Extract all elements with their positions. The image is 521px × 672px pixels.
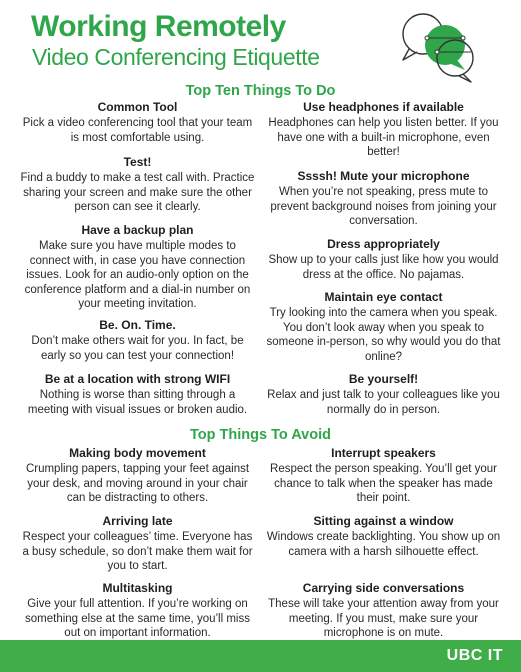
chat-bubbles-icon	[393, 8, 479, 88]
do-item-be-yourself	[266, 372, 501, 417]
do-item-strong-wifi	[20, 372, 255, 417]
do-item-title: Maintain eye contact	[324, 290, 443, 304]
do-item-title: Use headphones if available	[303, 100, 464, 114]
do-item-eye-contact	[266, 290, 501, 364]
do-item-body: Pick a video conferencing tool that your team is most comfortable using.	[22, 117, 253, 144]
do-item-title: Common Tool	[97, 100, 178, 114]
do-item-dress-appropriately	[266, 237, 501, 282]
do-item-body: Headphones can help you listen better. If you have one with a built-in microphone, even better!	[268, 117, 499, 159]
avoid-item-body: Windows create backlighting. You show up on camera with a harsh silhouette effect.	[266, 531, 501, 558]
do-item-body: Try looking into the camera when you speak. You don’t look away when you speak to someone in-person, so why would you do that online?	[266, 307, 501, 363]
avoid-item-body: These will take your attention away from your meeting. If you must, make sure your microphone is on mute.	[268, 598, 499, 640]
do-item-mute-microphone	[266, 169, 501, 229]
avoid-item-body-movement	[20, 446, 255, 506]
do-item-title: Be at a location with strong WIFI	[44, 372, 231, 386]
avoid-item-title: Multitasking	[102, 581, 173, 595]
avoid-section-heading: Top Things To Avoid	[190, 427, 331, 443]
avoid-item-interrupt-speakers	[266, 446, 501, 506]
avoid-item-body: Crumpling papers, tapping your feet against your desk, and moving around in your chair can be distracting to others.	[25, 463, 250, 505]
do-item-test	[20, 155, 255, 215]
avoid-item-title: Arriving late	[102, 514, 173, 528]
avoid-item-body: Give your full attention. If you’re working on something else at the same time, you’ll miss out on important information.	[25, 598, 250, 640]
do-item-body: Relax and just talk to your colleagues like you normally do in person.	[267, 389, 500, 416]
do-item-body: Make sure you have multiple modes to connect with, in case you have connection issues. Look for an audio-only option on the conference platform and a dial-in number on your meeting invitation.	[24, 240, 251, 311]
do-item-title: Dress appropriately	[327, 237, 440, 251]
avoid-item-side-conversations	[266, 581, 501, 641]
avoid-item-title: Making body movement	[69, 446, 206, 460]
do-item-headphones	[266, 100, 501, 160]
do-item-title: Be yourself!	[348, 372, 419, 386]
do-item-body: Find a buddy to make a test call with. Practice sharing your screen and make sure the other person can see it clearly.	[20, 172, 255, 214]
avoid-item-arriving-late	[20, 514, 255, 574]
do-item-title: Ssssh! Mute your microphone	[297, 169, 470, 183]
do-item-body: Nothing is worse than sitting through a meeting with visual issues or broken audio.	[27, 389, 248, 416]
page-subtitle: Video Conferencing Etiquette	[32, 44, 320, 70]
do-item-backup-plan	[20, 223, 255, 312]
do-item-body: Don’t make others wait for you. In fact, be early so you can test your connection!	[31, 335, 244, 362]
do-item-on-time	[20, 318, 255, 363]
do-item-title: Test!	[123, 155, 152, 169]
do-item-body: Show up to your calls just like how you would dress at the office. No pajamas.	[268, 254, 499, 281]
avoid-item-window-backlight	[266, 514, 501, 559]
do-item-title: Have a backup plan	[81, 223, 194, 237]
do-item-body: When you’re not speaking, press mute to prevent background noises from joining your conversation.	[270, 186, 497, 228]
avoid-item-title: Sitting against a window	[313, 514, 454, 528]
avoid-item-multitasking	[20, 581, 255, 641]
avoid-item-body: Respect the person speaking. You’ll get your chance to talk when the speaker has made their point.	[270, 463, 497, 505]
footer-bar	[0, 640, 521, 672]
do-section-heading: Top Ten Things To Do	[185, 83, 336, 99]
avoid-item-body: Respect your colleagues’ time. Everyone has a busy schedule, so don’t make them wait for you to start.	[22, 531, 253, 573]
avoid-item-title: Carrying side conversations	[302, 581, 465, 595]
ubc-it-logo: UBC IT	[446, 647, 503, 664]
page-title: Working Remotely	[31, 10, 286, 43]
do-item-common-tool	[20, 100, 255, 145]
avoid-item-title: Interrupt speakers	[331, 446, 436, 460]
do-item-title: Be. On. Time.	[99, 318, 176, 332]
